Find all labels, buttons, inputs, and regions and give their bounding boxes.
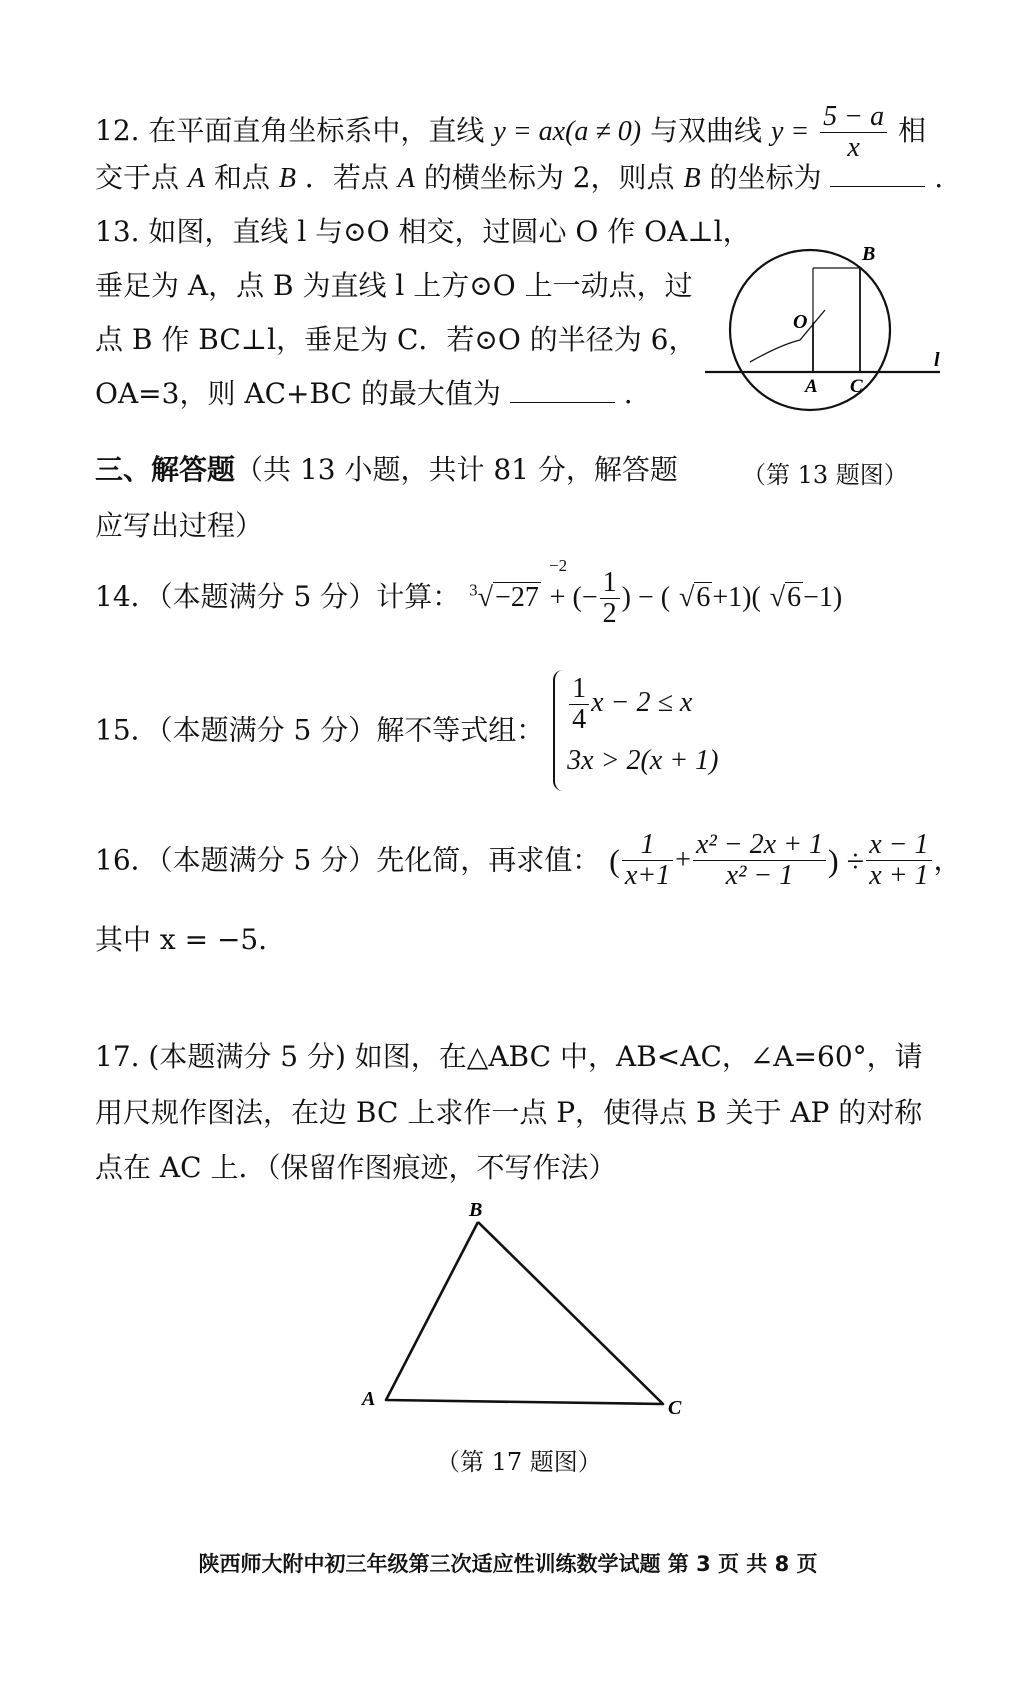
q12-line2: 交于点 A 和点 B ．若点 A 的横坐标为 2，则点 B 的坐标为 . (95, 161, 944, 194)
q13-line1: 13. 如图，直线 l 与⊙O 相交，过圆心 O 作 OA⊥l， (95, 215, 751, 248)
q15-line: 15．（本题满分 5 分）解不等式组： $\frac{1}{4}$ x − 2 ≤ x 3x > 2(x + 1) (95, 670, 718, 791)
q16-fraction-2: $\frac{\text{x² − 2x + 1}}{\text{x² − 1}}$ (693, 830, 826, 891)
section3-line2: 应写出过程） (95, 509, 264, 542)
page-footer: 陕西师大附中初三年级第三次适应性训练数学试题 第 3 页 共 8 页 (198, 1552, 818, 1576)
inequality-system (553, 670, 718, 791)
q16-fraction-1: $\frac{1}{x+1}$ (622, 830, 673, 891)
q16-line1: 16．（本题满分 5 分）先化简，再求值： ( $\frac{1}{x+1}$ + $\frac{\text{x² − 2x + 1}}{\text{x² − 1}}$ ) ÷ $\frac{x - 1}{x + 1}$ ， (95, 829, 962, 891)
q17-figure (350, 1200, 690, 1430)
q17-line2: 用尺规作图法，在边 BC 上求作一点 P，使得点 B 关于 AP 的对称 (95, 1096, 923, 1129)
fig17-label-c: C (668, 1397, 682, 1419)
fig17-label-b: B (469, 1200, 483, 1221)
q14-exponent: −2 (549, 556, 568, 575)
q14-line: 14．（本题满分 5 分）计算： $^3$√−27 + (− $\frac{1}{2}$ ) − ( √6+1)( √6−1) (95, 567, 843, 629)
q13-line4: OA=3，则 AC+BC 的最大值为 . (95, 377, 633, 410)
triangle-abc (386, 1222, 663, 1404)
q17-caption: （第 17 题图） (436, 1448, 602, 1476)
q12-fraction: $\frac{5 - a}{x}$ (820, 102, 887, 163)
q13-figure (700, 240, 960, 440)
fig13-label-l: l (934, 349, 940, 371)
fig13-label-c: C (850, 376, 863, 397)
q16-fraction-3: $\frac{x - 1}{x + 1}$ (866, 830, 931, 891)
inequality-2: 3x > 2(x + 1) (567, 745, 719, 776)
fig13-label-o: O (793, 311, 808, 333)
q17-line3: 点在 AC 上．（保留作图痕迹，不写作法） (95, 1151, 617, 1184)
section3-line1: 三、解答题（共 13 小题，共计 81 分，解答题 (95, 453, 678, 486)
section3-heading: 三、解答题 (95, 453, 236, 486)
answer-blank-q12[interactable] (830, 160, 925, 187)
fig13-label-b: B (862, 243, 876, 265)
fig17-label-a: A (362, 1388, 376, 1410)
q16-line2: 其中 x = −5． (95, 923, 287, 956)
q13-line3: 点 B 作 BC⊥l，垂足为 C．若⊙O 的半径为 6， (95, 323, 697, 356)
q12-line1: 12. 在平面直角坐标系中，直线 y = ax(a ≠ 0) 与双曲线 y = $\frac{5 - a}{x}$ 相 (95, 101, 926, 163)
fig13-label-a: A (805, 376, 818, 397)
q14-fraction: $\frac{1}{2}$ (600, 568, 620, 629)
inequality-1: $\frac{1}{4}$ x − 2 ≤ x (567, 674, 718, 735)
q17-line1: 17. (本题满分 5 分) 如图，在△ABC 中，AB<AC，∠A=60°，请 (95, 1040, 923, 1073)
q13-line2: 垂足为 A，点 B 为直线 l 上方⊙O 上一动点，过 (95, 269, 693, 302)
q13-caption: （第 13 题图） (742, 461, 908, 489)
answer-blank-q13[interactable] (510, 376, 615, 403)
